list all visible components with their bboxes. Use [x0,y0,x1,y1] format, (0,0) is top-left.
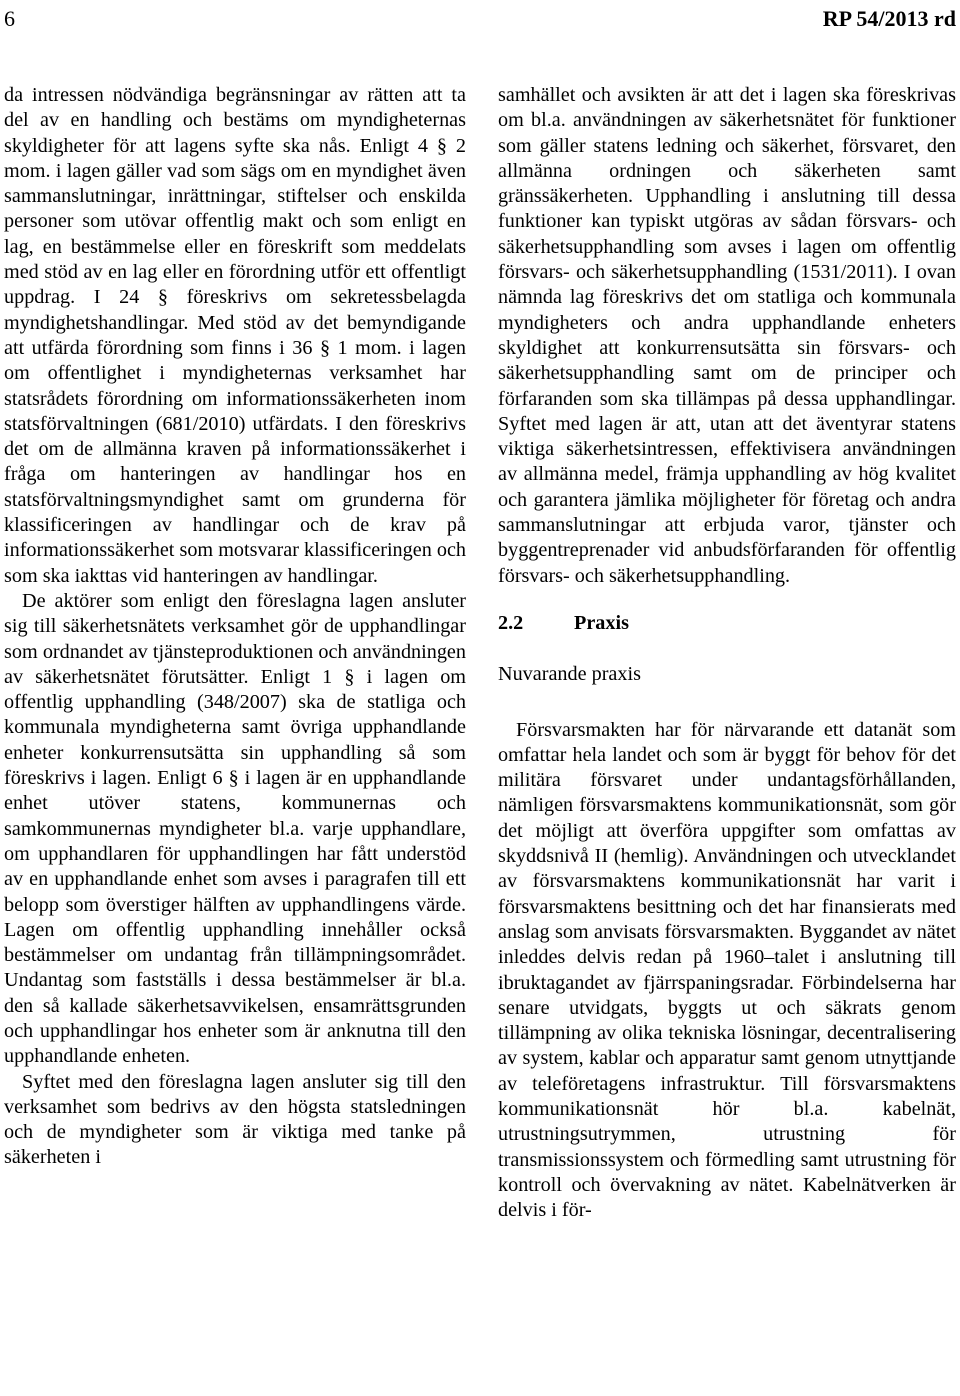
right-paragraph-1: samhället och avsikten är att det i lagen ska föreskrivas om bl.a. användningen av säkerhetsnätet för funktioner som gäller statens ledning och säkerhet, försvaret, den allmänna ordningen och säkerheten samt gränssäkerheten. Upphandling i anslutning till dessa funktioner kan typiskt utgöras av sådan försvars- och säkerhetsupphandling som avses i lagen om offentlig försvars- och säkerhetsupphandling (1531/2011). I ovan nämnda lag föreskrivs det om statliga och kommunala myndigheters och andra upphandlande enheters skyldighet att konkurrensutsätta sin försvars- och säkerhetsupphandling samt om de principer och förfaranden som ska tillämpas på dessa upphandlingar. Syftet med lagen är att, utan att det äventyrar statens viktiga säkerhetsintressen, effektivisera användningen av allmänna medel, främja upphandling av hög kvalitet och garantera jämlika möjligheter för företag och andra sammanslutningar att erbjuda varor, tjänster och byggentreprenader vid anbudsförfaranden för offentlig försvars- och säkerhetsupphandling. [498,84,956,587]
right-column [498,83,956,1223]
left-column [4,83,466,1171]
page-header [4,6,956,36]
document-id: RP 54/2013 rd [822,6,956,31]
left-paragraph-1: da intressen nödvändiga begränsningar av rätten att ta del av en handling och bestäms om myndigheternas skyldigheter för att lagens syfte ska nås. Enligt 4 § 2 mom. i lagen gäller vad som sägs om en myndighet även sammanslutningar, inrättningar, stiftelser och enskilda personer som utövar offentlig makt och som enligt en lag, en bestämmelse eller en föreskrift som meddelats med stöd av en lag eller en förordning utför ett offentligt uppdrag. I 24 § föreskrivs om sekretessbelagda myndighetshandlingar. Med stöd av det bemyndigande att utfärda förordning som finns i 36 § 1 mom. i lagen om offentlighet i myndigheternas verksamhet har statsrådets förordning om informationssäkerheten inom statsförvaltningen (681/2010) utfärdats. I den föreskrivs det om de allmänna kraven på informationssäkerhet i fråga om hanteringen av handlingar hos en statsförvaltningsmyndighet samt om grunderna för klassificeringen av handlingar och de krav på informationssäkerhet som motsvarar klassificeringen och som ska iakttas vid hanteringen av handlingar. [4,84,466,587]
section-heading [498,611,956,636]
right-paragraph-2: Försvarsmakten har för närvarande ett datanät som omfattar hela landet och som är byggt för behov för det militära försvaret under undantagsförhållanden, nämligen försvarsmaktens kommunikationsnät, som gör det möjligt att överföra uppgifter som omfattas av skyddsnivå II (hemlig). Användningen och utvecklandet av försvarsmaktens kommunikationsnät har varit i försvarsmaktens besittning och det har finansierats med anslag som anvisats försvarsmakten. Byggandet av nätet inleddes delvis redan på 1960–talet i anslutning till ibruktagandet av fjärrspaningsradar. Förbindelserna har senare utvidgats, byggts ut och säkrats genom tillämpning av olika tekniska lösningar, decentralisering av system, kablar och apparatur samt genom utnyttjande av teleföretagens infrastruktur. Till försvarsmaktens kommunikationsnät hör bl.a. kabelnät, utrustningsutrymmen, utrustning för transmissionssystem och förmedling samt utrustning för kontroll och övervakning av nätet. Kabelnätverken är delvis i för- [498,718,956,1222]
page-number: 6 [4,6,15,31]
section-number: 2.2 [498,611,524,634]
left-paragraph-2: De aktörer som enligt den föreslagna lagen ansluter sig till säkerhetsnätets verksamhet gör de upphandlingar som ordnandet av tjänsteproduktionen och användningen av säkerhetsnätet förutsätter. Enligt 1 § i lagen om offentlig upphandling (348/2007) ska de statliga och kommunala myndigheterna samt övriga upphandlande enheter konkurrensutsätta sin upphandling så som föreskrivs i lagen. Enligt 6 § i lagen är en upphandlande enhet utöver statens, kommunernas och samkommunernas myndigheter bl.a. varje upphandlare, om upphandlaren för upphandlingen har fått understöd av en upphandlande enhet som avses i paragrafen till ett belopp som överstiger hälften av upphandlingens värde. Lagen om offentlig upphandling innehåller också bestämmelser om undantag från tillämpningsområdet. Undantag som fastställs i dessa bestämmelser är bl.a. den så kallade säkerhetsavvikelsen, ensamrättsgrunden och upphandlingar hos enheter som är anknutna till den upphandlande enheten. [4,589,466,1068]
subheading: Nuvarande praxis [498,663,641,686]
section-title: Praxis [574,611,629,634]
left-paragraph-3: Syftet med den föreslagna lagen ansluter sig till den verksamhet som bedrivs av den högsta statsledningen och de myndigheter som är viktiga med tanke på säkerheten i [4,1070,466,1169]
